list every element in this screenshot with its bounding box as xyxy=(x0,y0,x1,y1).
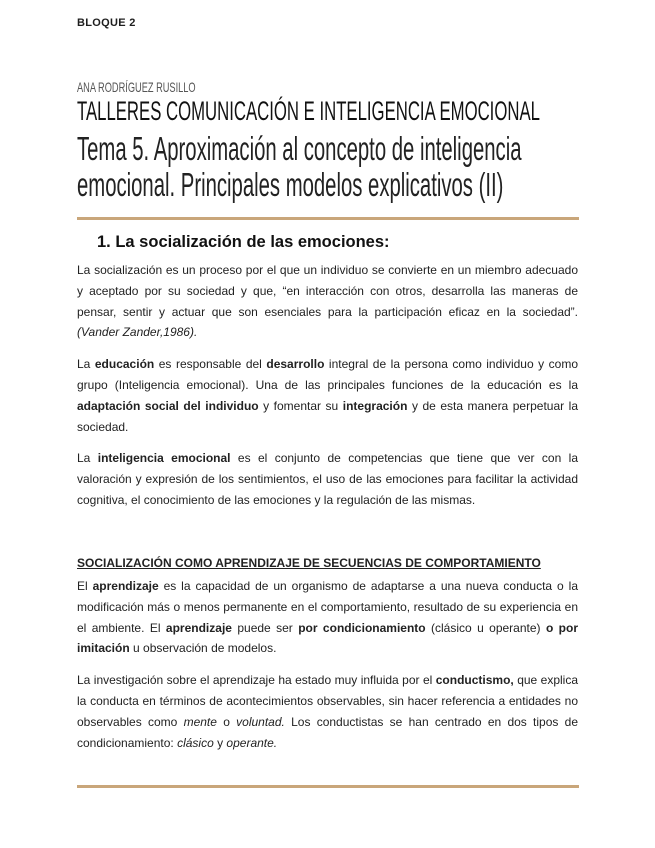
section-2-body xyxy=(77,576,578,764)
bold-text: inteligencia emocional xyxy=(97,451,231,466)
text: o xyxy=(216,714,237,729)
text: es responsable del xyxy=(154,357,267,372)
text: (clásico u operante) xyxy=(425,620,546,635)
bold-text: aprendizaje xyxy=(165,620,232,635)
text: integral de la persona como individuo y como grupo (Inteligencia emocional). Una de las principales funciones de la educación es la xyxy=(77,357,579,392)
italic-text: (Vander Zander,1986). xyxy=(77,325,198,340)
topic-title-line-2: emocional. Principales modelos explicativos (II) xyxy=(77,166,504,203)
italic-text: operante. xyxy=(226,735,278,750)
text: y de esta manera perpetuar la sociedad. xyxy=(77,398,578,434)
bold-text: conductismo, xyxy=(435,673,514,688)
paragraph xyxy=(77,576,578,659)
text: La xyxy=(77,451,98,466)
text: puede ser xyxy=(231,620,299,635)
document-title: TALLERES COMUNICACIÓN E INTELIGENCIA EMOCIONAL xyxy=(77,96,540,126)
text: La socialización es un proceso por el que un individuo se convierte en un miembro adecuado y aceptado por su sociedad y que, “en interacción con otros, desarrolla las maneras de pensar, sentir y actuar que son esenciales para la participación eficaz en la sociedad”. xyxy=(77,263,578,319)
text: y xyxy=(213,735,227,750)
divider-top xyxy=(77,217,579,220)
bold-text: aprendizaje xyxy=(92,579,159,593)
text: es la capacidad de un organismo de adaptarse a una nueva conducta o la modificación más o menos permanente en el comportamiento, resultado de su experiencia en el ambiente. El xyxy=(77,579,578,635)
italic-text: clásico xyxy=(177,735,214,750)
paragraph xyxy=(77,448,578,510)
text: Los conductistas se han centrado en dos tipos de condicionamiento: xyxy=(77,714,579,750)
text: y fomentar su xyxy=(258,398,343,413)
author-name: ANA RODRÍGUEZ RUSILLO xyxy=(77,79,196,95)
paragraph xyxy=(77,354,578,437)
bold-text: desarrollo xyxy=(266,357,325,372)
block-label: BLOQUE 2 xyxy=(77,17,136,29)
italic-text: voluntad. xyxy=(236,714,285,729)
divider-bottom xyxy=(77,785,579,788)
text: u observación de modelos. xyxy=(129,641,277,656)
section-heading: 1. La socialización de las emociones: xyxy=(97,233,390,251)
text: es el conjunto de competencias que tiene que ver con la valoración y expresión de los sentimientos, el uso de las emociones para facilitar la actividad cognitiva, el conocimiento de las emociones y la regulación de las mismas. xyxy=(77,451,579,507)
subsection-heading: SOCIALIZACIÓN COMO APRENDIZAJE DE SECUENCIAS DE COMPORTAMIENTO xyxy=(77,556,541,570)
italic-text: mente xyxy=(183,714,217,729)
bold-text: por condicionamiento xyxy=(298,620,426,635)
text: La xyxy=(77,357,95,372)
text: La investigación sobre el aprendizaje ha estado muy influida por el xyxy=(77,673,436,688)
text: que explica la conducta en términos de acontecimientos observables, sin hacer referencia a entidades no observables como xyxy=(77,673,579,729)
section-1-body xyxy=(77,260,578,522)
text: El xyxy=(77,579,93,593)
topic-title-line-1: Tema 5. Aproximación al concepto de inteligencia xyxy=(77,130,522,167)
bold-text: integración xyxy=(342,398,408,413)
paragraph xyxy=(77,260,578,343)
bold-text: adaptación social del individuo xyxy=(77,398,259,413)
bold-text: educación xyxy=(94,357,155,372)
bold-text: o por imitación xyxy=(77,620,578,656)
paragraph xyxy=(77,670,578,753)
